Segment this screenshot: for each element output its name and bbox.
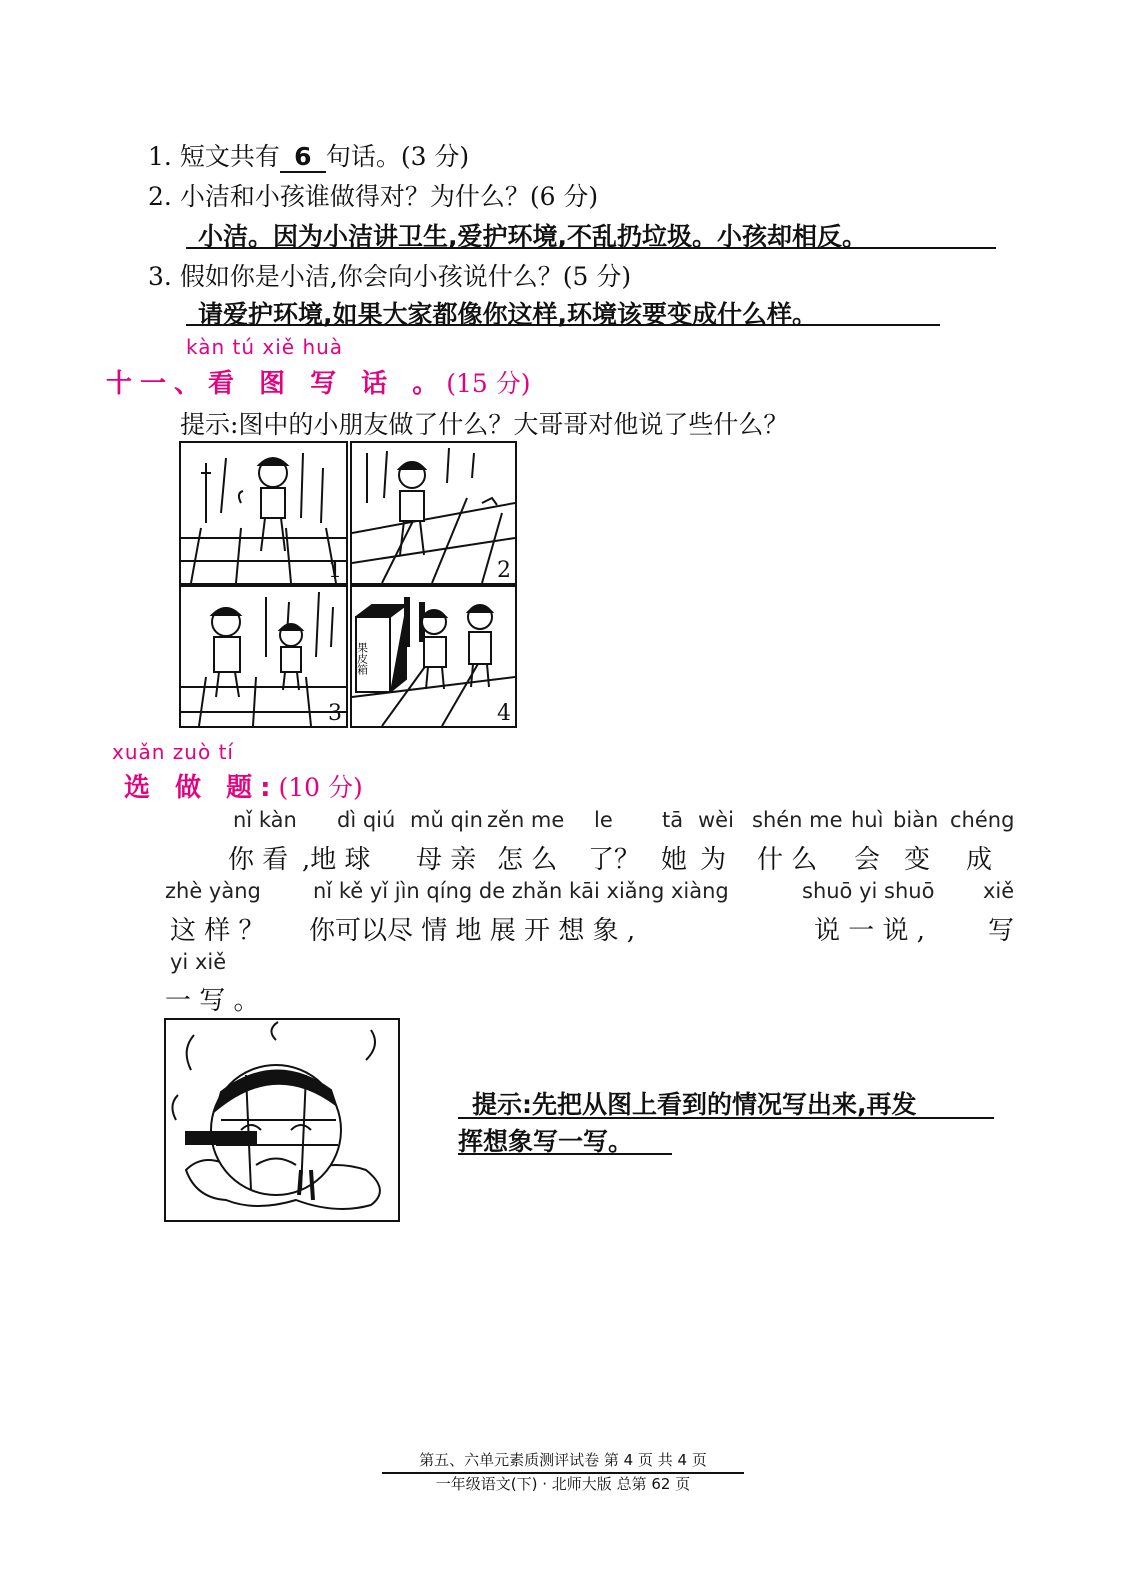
question-number: 1. (148, 142, 172, 171)
pinyin-word: xiě (983, 879, 1015, 903)
text-word: 成 (966, 845, 993, 875)
pinyin-word: mǔ qin (410, 808, 483, 832)
sad-earth-drawing (166, 1020, 398, 1220)
comic-drawing-4 (352, 587, 515, 726)
text-word: 说 一 说 , (814, 916, 926, 946)
pinyin-word: dì qiú (337, 808, 396, 832)
comic-drawing-1 (181, 443, 346, 583)
writing-hint-line-2: 挥想象写一写。 (458, 1122, 672, 1155)
question-text: 小洁和小孩谁做得对？为什么？(6 分) (179, 182, 599, 211)
section11-title: 十一、看 图 写 话 。 (106, 369, 447, 399)
section11-pinyin: kàn tú xiě huà (186, 335, 344, 359)
text-word: 这 样 ？ (170, 916, 265, 946)
earth-picture (164, 1018, 400, 1222)
comic-drawing-3 (181, 587, 346, 726)
question-text: 短文共有 (179, 142, 280, 171)
pinyin-word: nǐ kàn (233, 808, 297, 832)
writing-hint-line-1: 提示:先把从图上看到的情况写出来,再发 (458, 1085, 994, 1119)
text-word: 一 写 。 (165, 986, 260, 1016)
question-number: 2. (148, 182, 172, 211)
pinyin-word: shuō yi shuō (802, 879, 935, 903)
pinyin-word: nǐ kě yǐ jìn qíng de zhǎn kāi xiǎng xiàng (313, 879, 729, 903)
text-word: 会 (854, 845, 881, 875)
optional-title: 选 做 题: (124, 773, 279, 803)
answer-blank: 6 (280, 142, 326, 173)
text-word: 怎 么 (497, 845, 558, 875)
section11-score: (15 分) (446, 369, 531, 398)
pinyin-word: huì (851, 808, 884, 832)
pinyin-word: tā (662, 808, 684, 832)
question-text: 假如你是小洁,你会向小孩说什么？(5 分) (179, 262, 632, 291)
comic-panel-1 (179, 441, 348, 585)
text-word: 什 么 (757, 845, 818, 875)
text-word: 为 (700, 845, 727, 875)
pinyin-word: zěn me (487, 808, 565, 832)
text-word: 你可以尽 情 地 展 开 想 象 , (309, 916, 636, 946)
question-number: 3. (148, 262, 172, 291)
text-word: ,地 球 (302, 845, 371, 875)
pinyin-word: le (594, 808, 613, 832)
text-word: 了？ (588, 845, 641, 875)
comic-panel-3 (179, 585, 348, 728)
panel-number: 2 (497, 558, 511, 583)
comic-drawing-2 (352, 443, 515, 583)
panel-number: 1 (328, 558, 342, 583)
answer-line-2: 小洁。因为小洁讲卫生,爱护环境,不乱扔垃圾。小孩却相反。 (186, 217, 996, 249)
footer-line-1: 第五、六单元素质测评试卷 第 4 页 共 4 页 (382, 1449, 744, 1474)
pinyin-word: wèi (698, 808, 734, 832)
bin-label: 果皮箱 (355, 642, 369, 675)
question-3 (148, 257, 631, 293)
optional-pinyin: xuǎn zuò tí (112, 740, 234, 764)
text-word: 写 (988, 916, 1015, 946)
section11-hint: 提示:图中的小朋友做了什么？大哥哥对他说了些什么？ (180, 410, 789, 439)
optional-heading (124, 767, 363, 804)
question-2 (148, 177, 598, 213)
answer-line-3: 请爱护环境,如果大家都像你这样,环境该要变成什么样。 (186, 295, 940, 326)
pinyin-word: chéng (950, 808, 1015, 832)
optional-score: (10 分) (278, 773, 363, 802)
question-text: 句话。(3 分) (325, 142, 470, 171)
comic-panel-4 (350, 585, 517, 728)
pinyin-word: biàn (893, 808, 939, 832)
question-1 (148, 137, 469, 173)
pinyin-word: yi xiě (170, 950, 227, 974)
text-word: 你 看 (228, 845, 289, 875)
text-word: 她 (661, 845, 688, 875)
footer-line-2: 一年级语文(下) · 北师大版 总第 62 页 (435, 1475, 691, 1493)
pinyin-word: zhè yàng (165, 879, 261, 903)
panel-number: 4 (497, 701, 511, 726)
panel-number: 3 (328, 701, 342, 726)
comic-panel-2 (350, 441, 517, 585)
pinyin-word: shén me (752, 808, 843, 832)
text-word: 变 (904, 845, 931, 875)
text-word: 母 亲 (416, 845, 477, 875)
section11-heading (106, 363, 530, 400)
